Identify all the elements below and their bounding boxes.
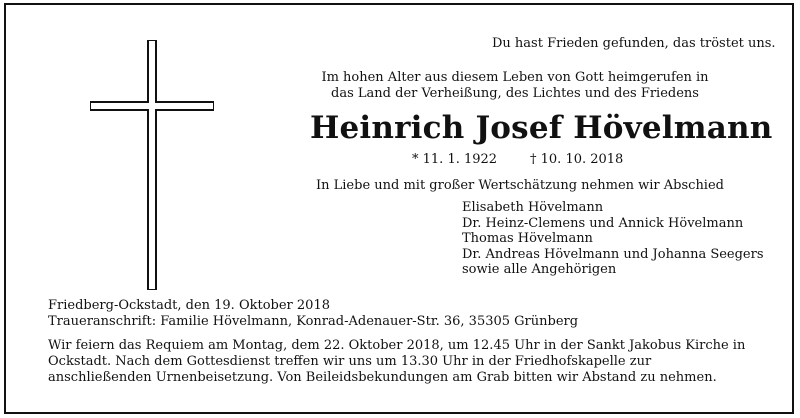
mourner-item: sowie alle Angehörigen [462, 262, 617, 277]
farewell-text: In Liebe und mit großer Wertschätzung nehmen wir Abschied [316, 178, 724, 193]
death-date: † 10. 10. 2018 [530, 152, 624, 167]
deceased-name: Heinrich Josef Hövelmann [310, 110, 773, 146]
latin-cross-icon [90, 40, 214, 290]
mourner-item: Thomas Hövelmann [462, 231, 593, 246]
mourners-list [462, 200, 764, 278]
intro-text: Im hohen Alter aus diesem Leben von Gott heimgerufen in das Land der Verheißung, des Lichtes und des Friedens [321, 70, 709, 101]
mourner-item: Elisabeth Hövelmann [462, 200, 604, 215]
mourner-item: Dr. Heinz-Clemens und Annick Hövelmann [462, 215, 744, 231]
mourner-item: Dr. Andreas Hövelmann und Johanna Seegers [462, 246, 764, 262]
requiem-details: Wir feiern das Requiem am Montag, dem 22. Oktober 2018, um 12.45 Uhr in der Sankt Jakobus Kirche in Ockstadt. Nach dem Gottesdienst treffen wir uns um 13.30 Uhr in der Friedhofskapelle zur anschließenden Urnenbeisetzung. Von Beileidsbekundungen am Grab bitten wir Abstand zu nehmen. [48, 338, 746, 385]
birth-date: * 11. 1. 1922 [412, 152, 498, 167]
epigraph: Du hast Frieden gefunden, das tröstet uns. [492, 36, 776, 51]
mourning-address: Traueranschrift: Familie Hövelmann, Konrad-Adenauer-Str. 36, 35305 Grünberg [48, 314, 579, 329]
place-date: Friedberg-Ockstadt, den 19. Oktober 2018 [48, 298, 330, 313]
